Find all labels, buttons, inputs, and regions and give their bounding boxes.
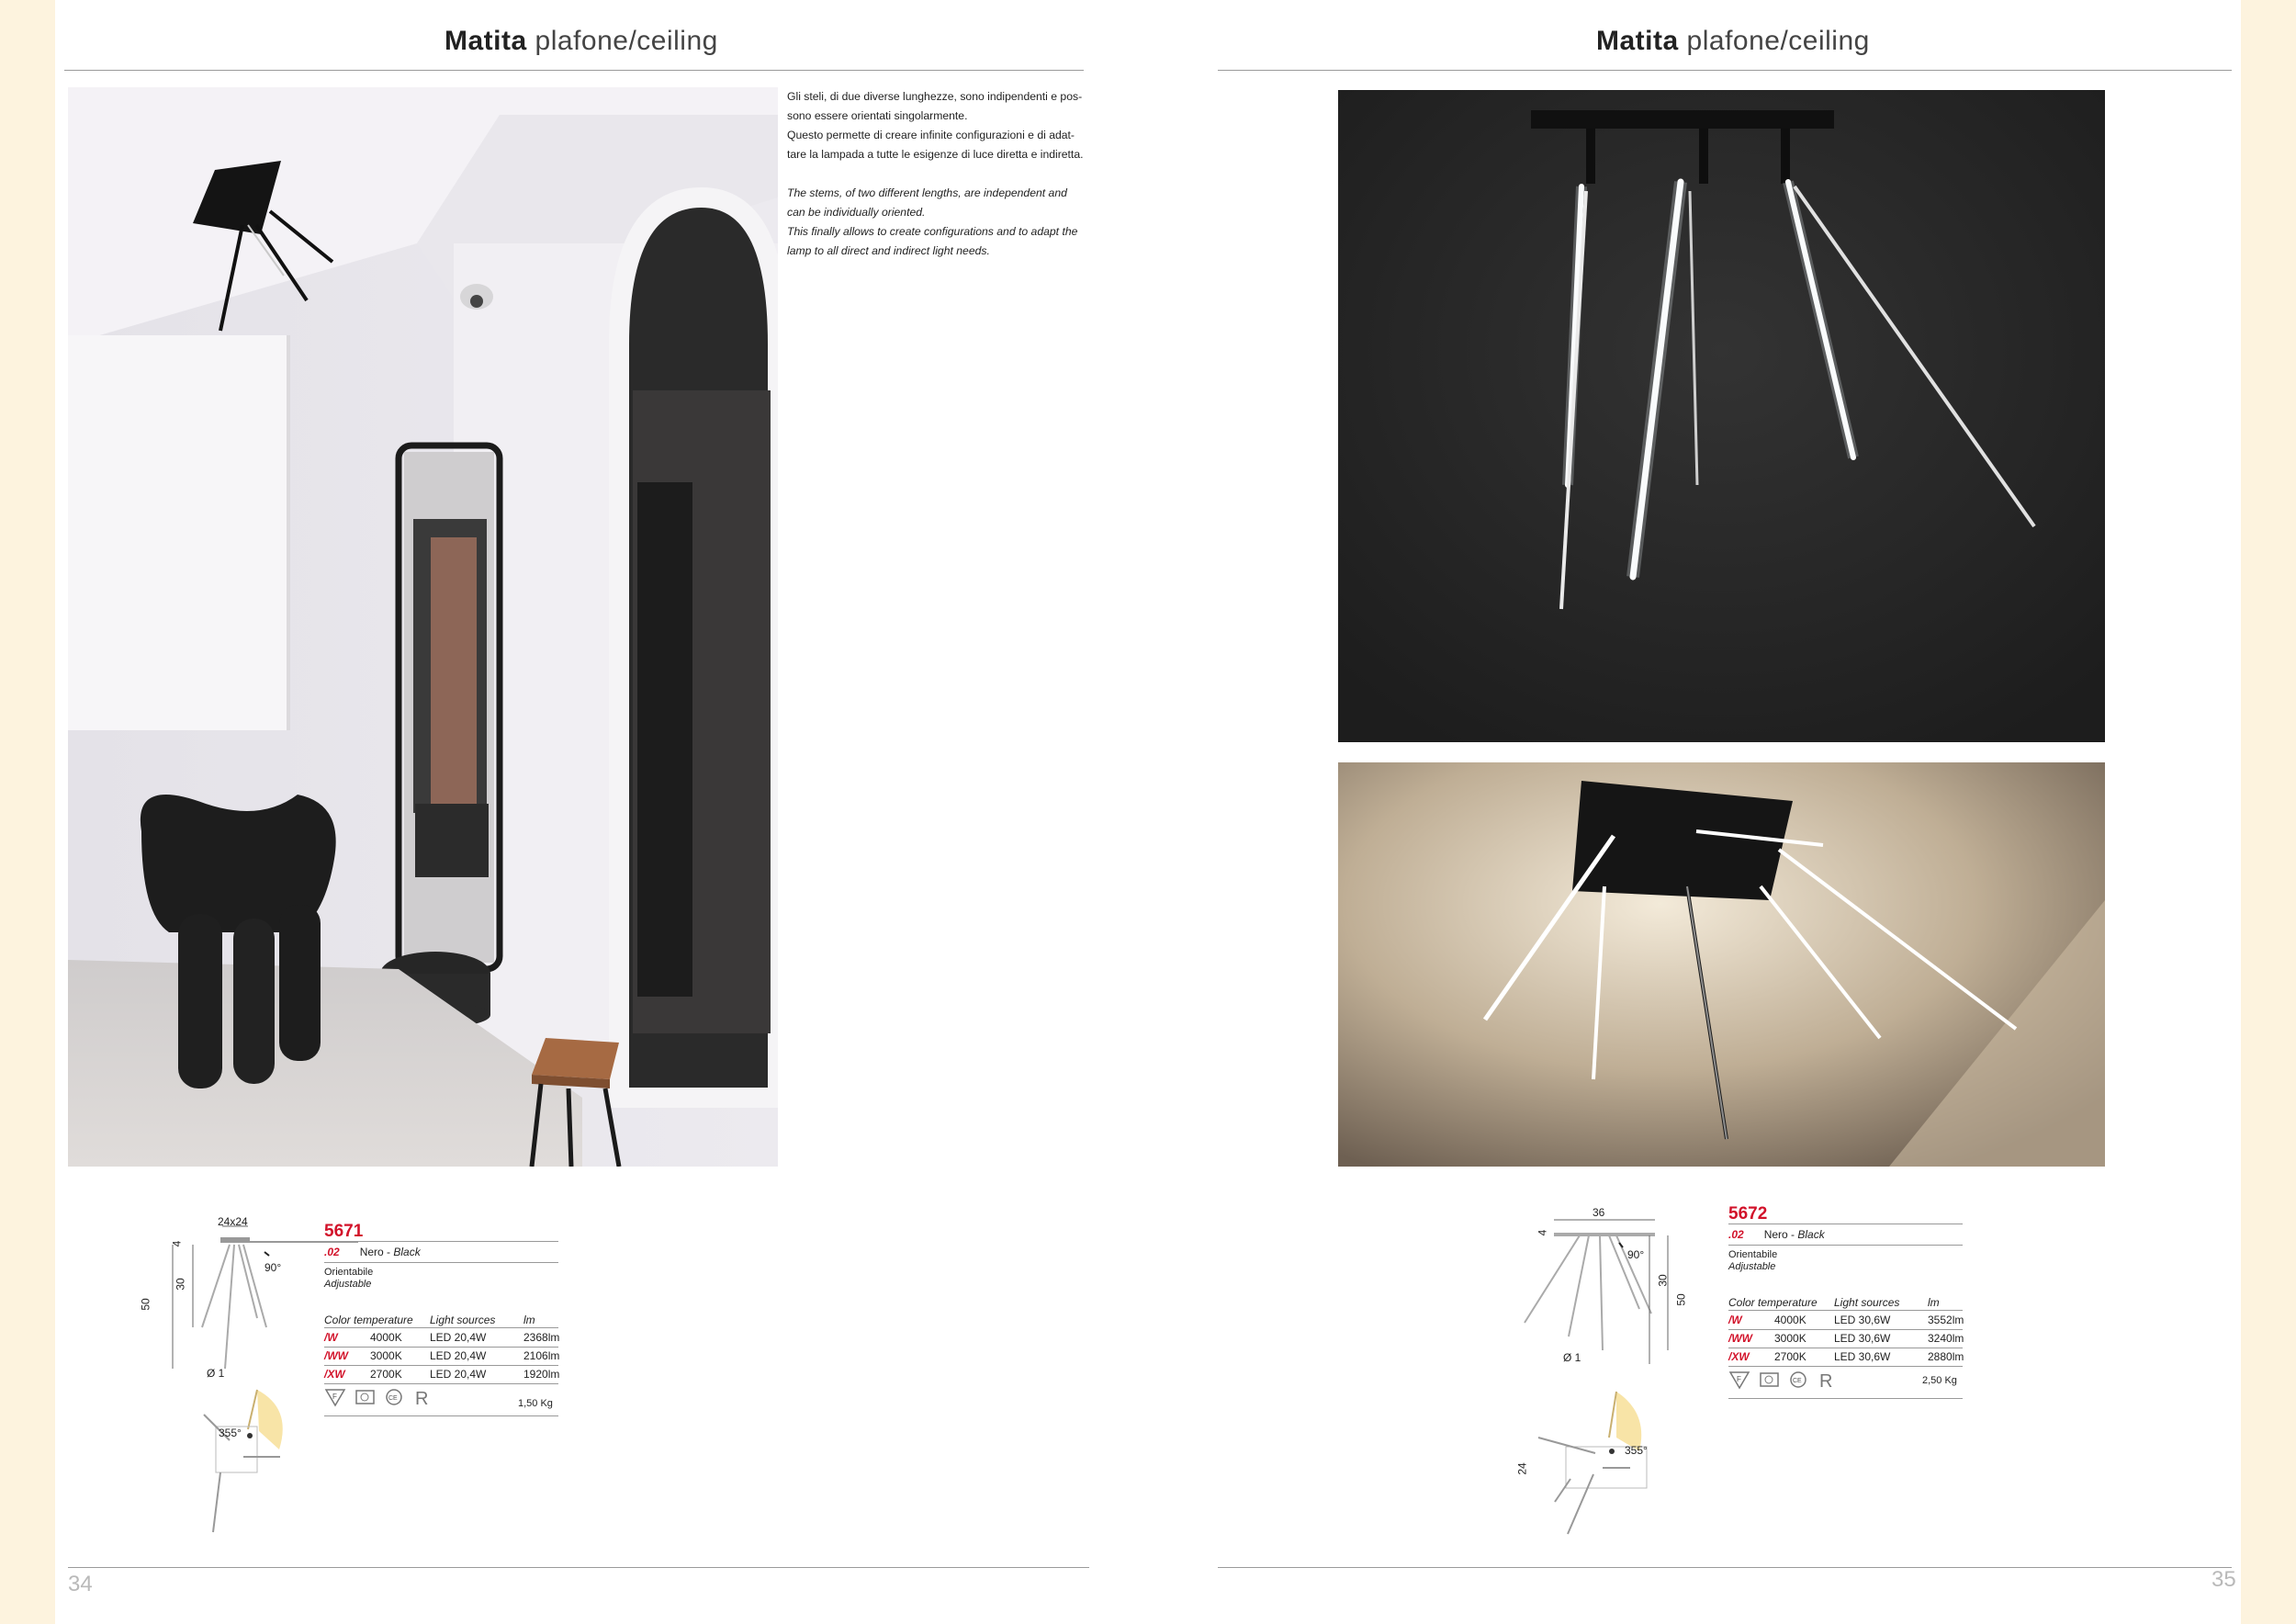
product-description: Gli steli, di due diverse lunghezze, sono indipendenti e pos- sono essere orientati singolarmente. Questo permette di creare infinite configurazioni e di adat- tare la lampada a tutte le esigenze di luce diretta e indiretta. The stems, of two different lengths, are independent and can be individually oriented. This finally allows to create configurations and to adapt the lamp to all direct and indirect light needs. [787,90,1084,257]
header-color-temp: Color temperature [1728,1296,1818,1309]
finish-row: .02 Nero - Black [324,1246,421,1258]
footer-rule [68,1567,1089,1568]
right-page [1148,0,2241,1624]
spec-table: .02 Nero - Black Orientabile Adjustable Color temperature Light sources lm /W 4000K LED 20,4W 2368lm /WW 3000K LED 20,4W 2106lm /XW 2700K LED 20,4W 1920lm F CE R 1,50 Kg [324,1240,563,1424]
weight: 2,50 Kg [1922,1375,1957,1386]
spec-table: .02 Nero - Black Orientabile Adjustable Color temperature Light sources lm /W 4000K LED 30,6W 3552lm /WW 3000K LED 30,6W 3240lm /XW 2700K LED 30,6W 2880lm F CE R 2,50 Kg [1728,1223,1967,1406]
weight: 1,50 Kg [518,1398,553,1409]
dim-short-height-label: 30 [1656,1274,1670,1287]
dim-base-height-label: 4 [1536,1229,1549,1236]
svg-text:F: F [332,1393,337,1401]
header-light-sources: Light sources [1834,1296,1900,1309]
lamp-photo-dark [1338,90,2105,742]
adjustable-en: Adjustable [324,1279,372,1290]
ce-icon [385,1388,405,1406]
adjustable-it: Orientabile [1728,1249,1778,1260]
footer-rule [1218,1567,2232,1568]
energy-class-f-icon [324,1387,346,1407]
dim-diameter-label: Ø 1 [207,1367,225,1380]
svg-text:CE: CE [1793,1378,1802,1384]
adjustable-it: Orientabile [324,1267,374,1278]
svg-text:R: R [1819,1371,1833,1391]
adjustable-en: Adjustable [1728,1261,1776,1272]
header-color-temp: Color temperature [324,1314,413,1326]
title-rule [1218,70,2232,71]
energy-class-f-icon [1728,1370,1750,1390]
dim-total-height-label: 50 [1674,1293,1688,1306]
product-code: 5671 [324,1222,364,1241]
header-lm: lm [1928,1296,1940,1309]
dim-angle-label: 90° [1627,1248,1645,1261]
rotation-drawing [1502,1387,1667,1543]
header-lm: lm [523,1314,535,1326]
header-light-sources: Light sources [430,1314,496,1326]
page-number: 35 [2212,1567,2236,1592]
technical-drawing [139,1215,349,1382]
left-page [55,0,1148,1624]
finish-row: .02 Nero - Black [1728,1228,1825,1241]
dim-base-label: 24x24 [218,1215,248,1228]
page-title: Matita plafone/ceiling [1596,26,1870,56]
dim-base-label: 36 [1593,1206,1605,1219]
page-number: 34 [68,1572,93,1596]
recycle-r-icon [1818,1369,1833,1391]
svg-text:CE: CE [388,1395,398,1402]
title-rule [64,70,1084,71]
rotation-angle-label: 355° [219,1427,242,1439]
product-code: 5672 [1728,1204,1768,1224]
recycle-r-icon [414,1386,429,1408]
dim-total-height-label: 50 [139,1298,152,1311]
dim-angle-label: 90° [264,1261,282,1274]
rotation-drawing [193,1385,312,1537]
dim-depth-label: 24 [1515,1462,1529,1475]
catalog-spread [55,0,2241,1624]
dimmer-icon [1760,1370,1780,1389]
dim-diameter-label: Ø 1 [1563,1351,1581,1364]
rotation-angle-label: 355° [1625,1444,1648,1457]
lamp-photo-warm [1338,762,2105,1167]
interior-photo [68,87,778,1167]
technical-drawing [1497,1208,1690,1369]
page-title: Matita plafone/ceiling [445,26,718,56]
svg-text:F: F [1737,1375,1741,1383]
dim-short-height-label: 30 [174,1278,187,1291]
ce-icon [1789,1370,1809,1389]
dim-base-height-label: 4 [170,1240,184,1247]
dimmer-icon [355,1388,376,1406]
svg-text:R: R [415,1389,429,1408]
